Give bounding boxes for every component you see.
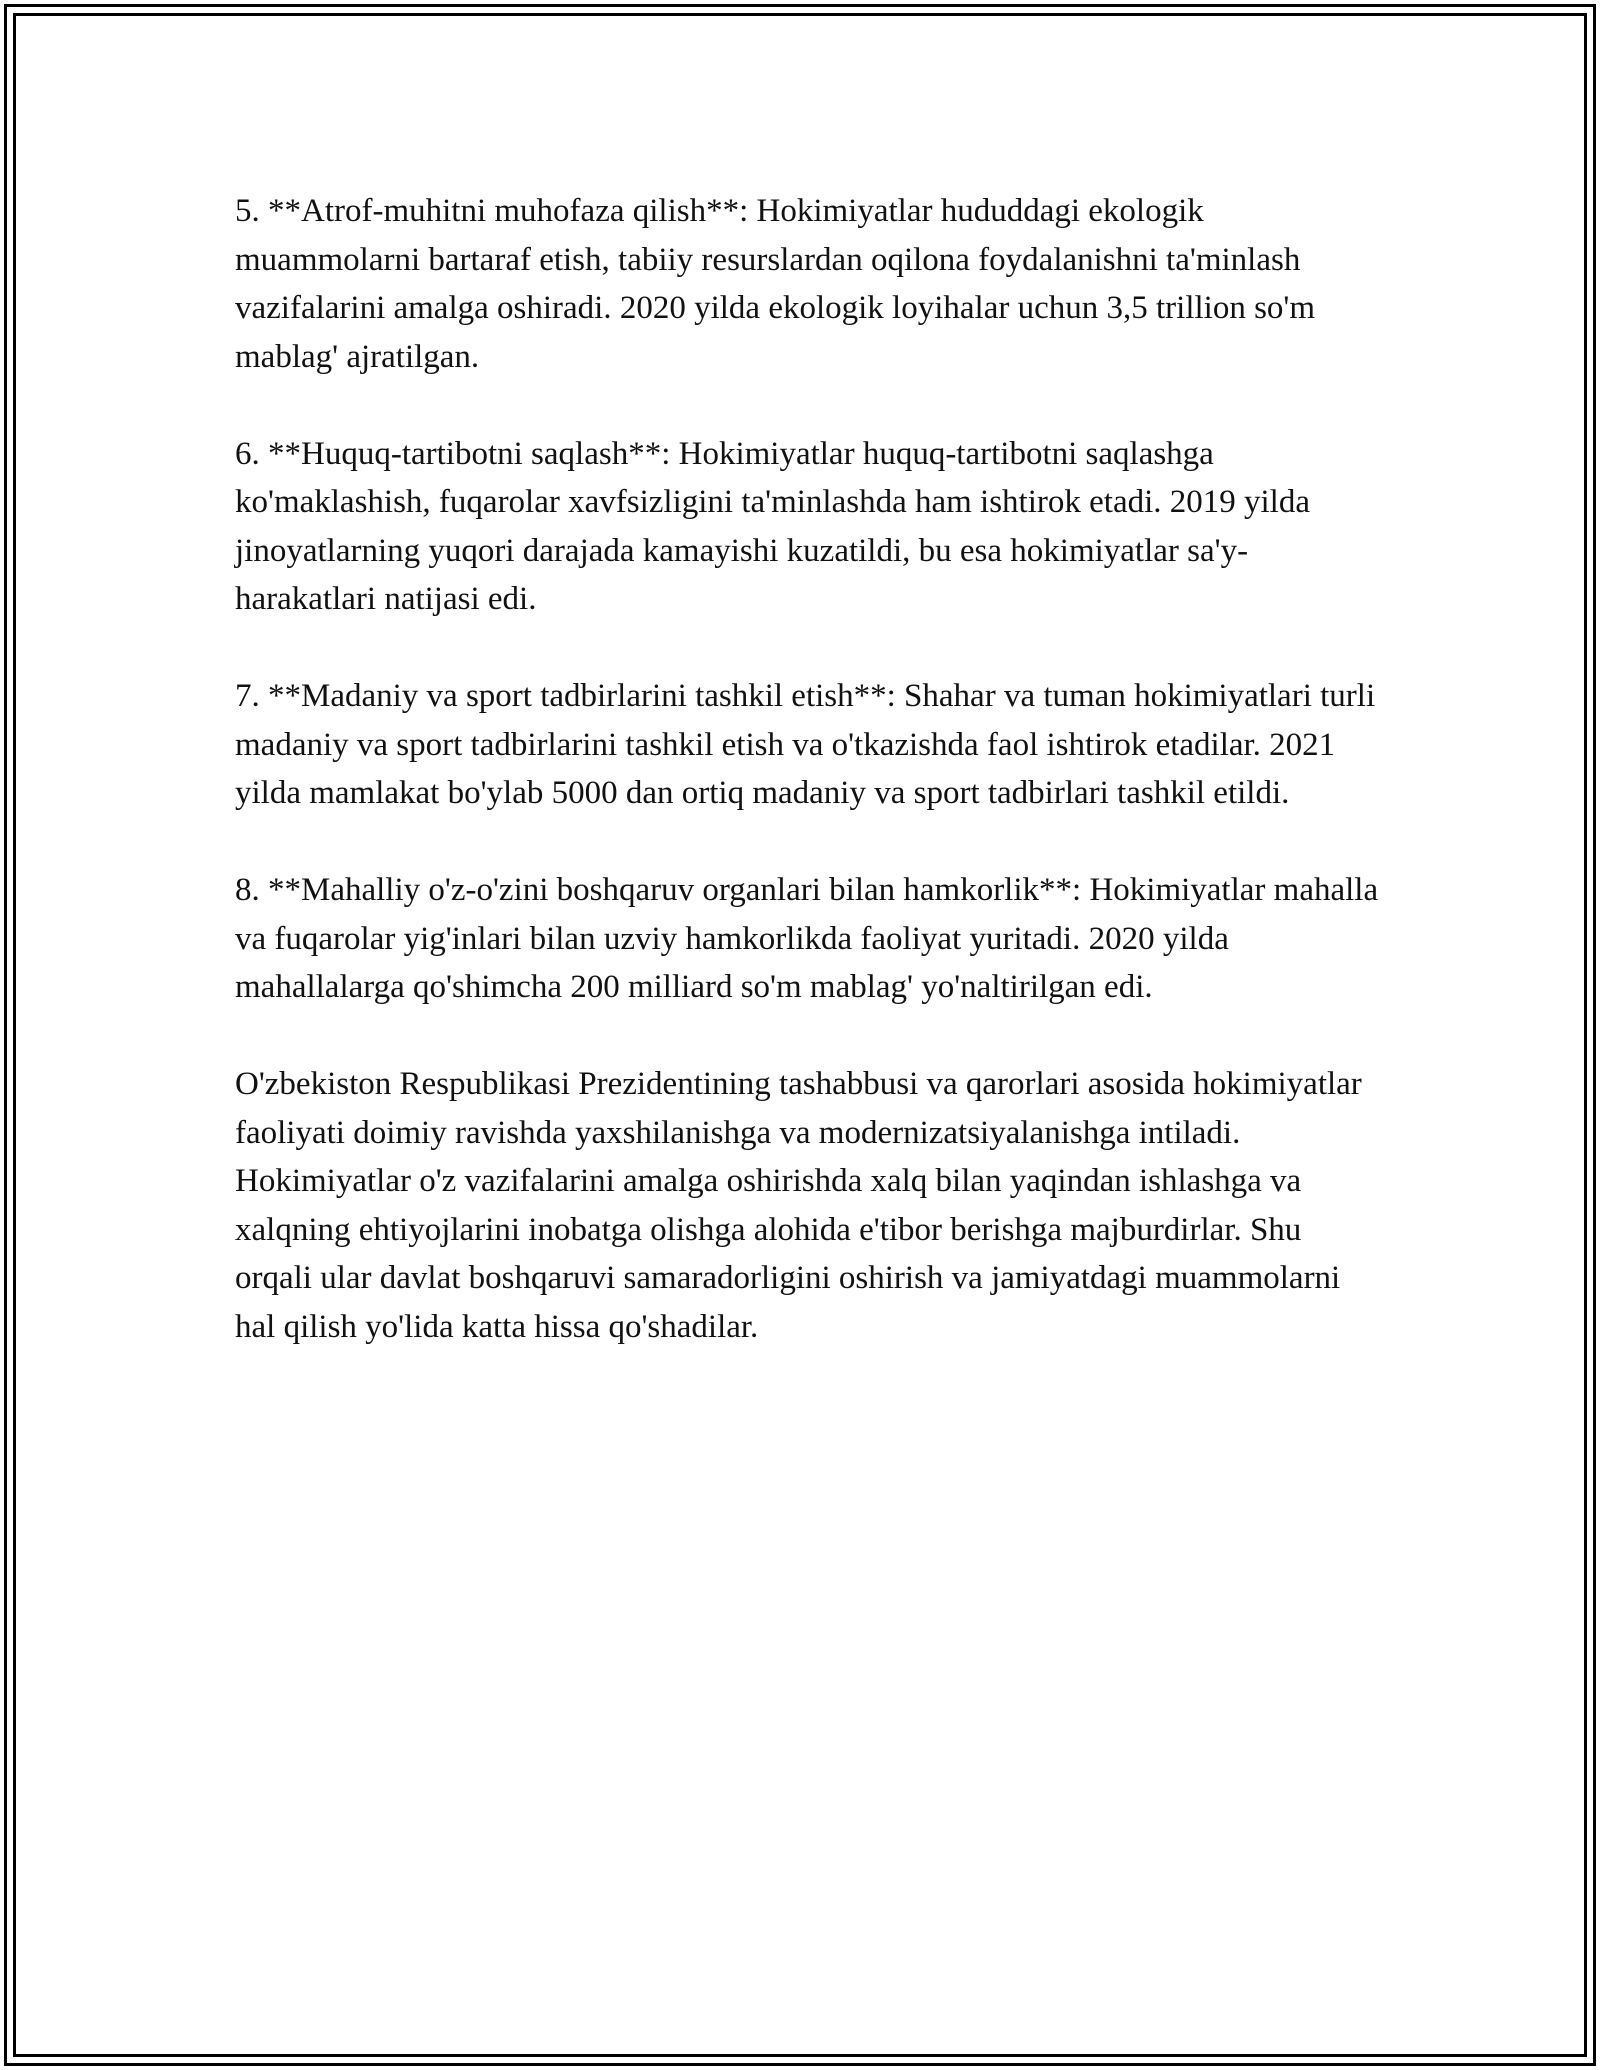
paragraph-law-and-order: 6. **Huquq-tartibotni saqlash**: Hokimiyatlar huquq-tartibotni saqlashga ko'maklashish, fuqarolar xavfsizligini ta'minlashda ham ishtirok etadi. 2019 yilda jinoyatlarning yuqori darajada kamayishi kuzatildi, bu esa hokimiyatlar sa'y-harakatlari natijasi edi. — [235, 435, 1310, 617]
paragraph-cultural-and-sport-events: 7. **Madaniy va sport tadbirlarini tashkil etish**: Shahar va tuman hokimiyatlari turli madaniy va sport tadbirlarini tashkil etish va o'tkazishda faol ishtirok etadilar. 2021 yilda mamlakat bo'ylab 5000 dan ortiq madaniy va sport tadbirlari tashkil etildi. — [235, 678, 1376, 811]
paragraph-environmental-protection: 5. **Atrof-muhitni muhofaza qilish**: Hokimiyatlar hududdagi ekologik muammolarni bartaraf etish, tabiiy resurslardan oqilona foydalanishni ta'minlash vazifalarini amalga oshiradi. 2020 yilda ekologik loyihalar uchun 3,5 trillion so'm mablag' ajratilgan. — [235, 193, 1316, 375]
paragraph-local-self-government-cooperation: 8. **Mahalliy o'z-o'zini boshqaruv organlari bilan hamkorlik**: Hokimiyatlar mahalla va fuqarolar yig'inlari bilan uzviy hamkorlikda faoliyat yuritadi. 2020 yilda mahallalarga qo'shimcha 200 milliard so'm mablag' yo'naltirilgan edi. — [235, 872, 1379, 1005]
paragraph-conclusion: O'zbekiston Respublikasi Prezidentining tashabbusi va qarorlari asosida hokimiyatlar faoliyati doimiy ravishda yaxshilanishga va modernizatsiyalanishga intiladi. Hokimiyatlar o'z vazifalarini amalga oshirishda xalq bilan yaqindan ishlashga va xalqning ehtiyojlarini inobatga olishga alohida e'tibor berishga majburdirlar. Shu orqali ular davlat boshqaruvi samaradorligini oshirish va jamiyatdagi muammolarni hal qilish yo'lida katta hissa qo'shadilar. — [235, 1066, 1362, 1345]
document-body — [235, 187, 1385, 1351]
